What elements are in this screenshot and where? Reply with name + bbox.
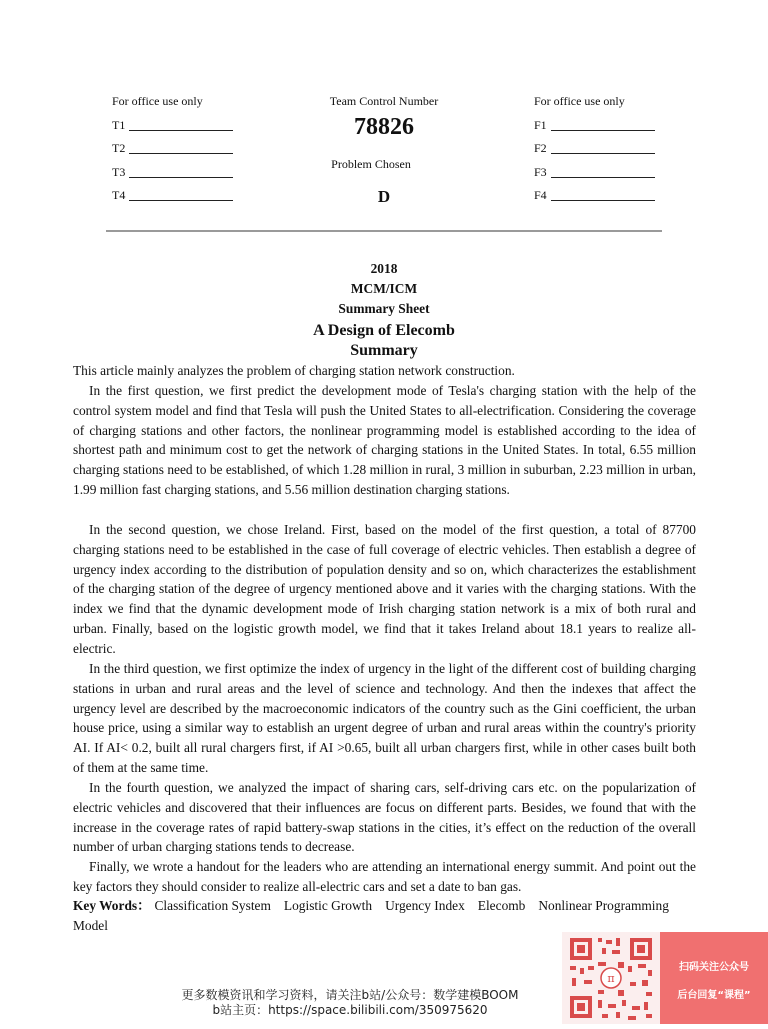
keyword-item: Logistic Growth bbox=[283, 898, 373, 913]
office-field-t2: T2 bbox=[112, 141, 233, 156]
office-field-t3: T3 bbox=[112, 165, 233, 180]
problem-chosen-value: D bbox=[377, 187, 391, 206]
paragraph-question-3: In the third question, we first optimize the index of urgency in the light of the different cost of building charging stations in urban and rural areas and the level of science and technology. And then the indexes that affect the urgency level are described by the macroeconomic indicators of the country such as the Gini coefficient, the urban house price, using a similar way to establish an urgent degree of urban and rural areas within the country's priority AI. If AI< 0.2, built all rural chargers first, if AI >0.65, built all urban chargers first, while in other cases built both of them at the same time. bbox=[73, 661, 696, 775]
office-field-f1: F1 bbox=[534, 118, 655, 133]
qr-code bbox=[562, 932, 660, 1024]
problem-chosen-label: Problem Chosen bbox=[331, 157, 411, 171]
summary-heading: Summary bbox=[350, 342, 418, 359]
keyword-item: Elecomb bbox=[477, 898, 526, 913]
keywords-line bbox=[73, 896, 696, 936]
intro-paragraph: This article mainly analyzes the problem of charging station network construction. bbox=[73, 363, 515, 378]
footer-line-1: 更多数模资讯和学习资料，请关注b站/公众号：数学建模BOOM bbox=[181, 988, 519, 1002]
summary-sheet-label: Summary Sheet bbox=[338, 301, 430, 316]
paragraph-question-1: In the first question, we first predict the development mode of Tesla's charging station with the help of the control system model and find that Tesla will push the United States to all-electrification. Considering the coverage of charging stations and other factors, the nonlinear programming model is established according to the idea of shortest path and minimum cost to get the network of charging stations in the United States. In total, 6.55 million charging stations need to be established, of which 1.28 million in rural, 3 million in suburban, 2.23 million in urban, 1.99 million fast charging stations, and 5.56 million destination charging stations. bbox=[73, 383, 696, 497]
contest-year: 2018 bbox=[370, 261, 398, 276]
office-field-f2: F2 bbox=[534, 141, 655, 156]
keyword-item: Classification System bbox=[154, 898, 271, 913]
paragraph-conclusion: Finally, we wrote a handout for the leaders who are attending an international energy summit. And point out the key factors they should consider to realize all-electric cars and set a date to ban gas. bbox=[73, 859, 696, 894]
team-control-label: Team Control Number bbox=[329, 94, 439, 108]
qr-code-icon bbox=[562, 932, 660, 1024]
promo-badge bbox=[660, 932, 768, 1024]
office-field-f3: F3 bbox=[534, 165, 655, 180]
promo-line-2: 后台回复“课程” bbox=[677, 990, 751, 1001]
header-divider bbox=[106, 230, 662, 232]
keyword-item: Urgency Index bbox=[385, 898, 465, 913]
team-control-number: 78826 bbox=[354, 114, 414, 140]
promo-line-1: 扫码关注公众号 bbox=[679, 962, 749, 973]
office-use-left-label: For office use only bbox=[112, 94, 203, 108]
keywords-label: Key Words： bbox=[73, 898, 151, 913]
office-field-t4: T4 bbox=[112, 188, 233, 203]
paragraph-question-4: In the fourth question, we analyzed the impact of sharing cars, self-driving cars etc. on the popularization of electric vehicles and discovered that their influences are focus on different parts. Besides, we found that with the increase in the coverage rates of rapid battery-swap stations in the cities, it’s effect on the reduction of the overall number of urban charging stations tends to decrease. bbox=[73, 780, 696, 855]
office-field-t1: T1 bbox=[112, 118, 233, 133]
office-field-f4: F4 bbox=[534, 188, 655, 203]
footer-line-2: b站主页：https://space.bilibili.com/350975620 bbox=[212, 1003, 488, 1017]
keyword-item: Nonlinear Programming Model bbox=[73, 898, 669, 933]
paper-title: A Design of Elecomb bbox=[313, 322, 455, 339]
contest-name: MCM/ICM bbox=[350, 281, 418, 296]
svg-text:π: π bbox=[607, 972, 615, 985]
paragraph-question-2: In the second question, we chose Ireland. First, based on the model of the first question, a total of 87700 charging stations need to be established in the case of full coverage of electric vehicles. Then establish a degree of urgency index according to the distribution of population density and so on, which characterizes the establishment of the charging station of the degree of urgency mentioned above and it varies with the charging stations. With the index we find that the dynamic development mode of Irish charging station network is a mix of both rural and urban. Finally, based on the logistic growth model, we find that it takes Ireland about 18.1 years to realize all-electric. bbox=[73, 522, 696, 656]
promo-banner bbox=[562, 932, 768, 1024]
office-use-right-label: For office use only bbox=[534, 94, 625, 108]
